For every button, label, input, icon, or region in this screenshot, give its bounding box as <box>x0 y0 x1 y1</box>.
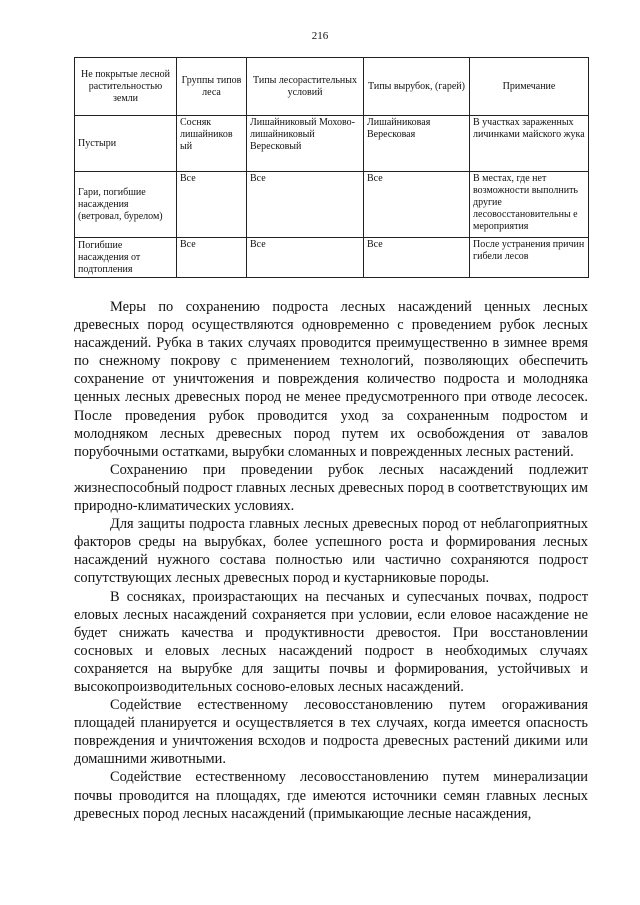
paragraph: Сохранению при проведении рубок лесных насаждений подлежит жизнеспособный подрост главных лесных древесных пород в соответствующих им природно-климатических условиях. <box>74 461 588 515</box>
header-site-conditions: Типы лесорастительных условий <box>247 58 364 116</box>
forest-types-table <box>74 57 589 278</box>
table-cell: Все <box>364 238 470 278</box>
header-clearing-type: Типы вырубок, (гарей) <box>364 58 470 116</box>
table-row <box>75 116 589 172</box>
table-row <box>75 172 589 238</box>
header-note: Примечание <box>470 58 589 116</box>
body-text <box>74 298 588 823</box>
table-cell: В местах, где нет возможности выполнить другие лесовосстановительны е мероприятия <box>470 172 589 238</box>
table-cell: Все <box>364 172 470 238</box>
table-cell: Погибшие насаждения от подтопления <box>75 238 177 278</box>
table-cell: Лишайниковая Вересковая <box>364 116 470 172</box>
paragraph: Содействие естественному лесовосстановлению путем огораживания площадей планируется и осуществляется в тех случаях, когда имеется опасность повреждения и уничтожения всходов и подроста древесных растений дикими или домашними животными. <box>74 697 588 768</box>
header-forest-type-group: Группы типов леса <box>177 58 247 116</box>
table-cell: Пустыри <box>75 116 177 172</box>
header-land-category: Не покрытые лесной растительностью земли <box>75 58 177 116</box>
table-cell: В участках зараженных личинками майского жука <box>470 116 589 172</box>
table-row <box>75 238 589 278</box>
paragraph: Меры по сохранению подроста лесных насаждений ценных лесных древесных пород осуществляются одновременно с проведением рубок лесных насаждений. Рубка в таких случаях проводится преимущественно в зимнее время по снежному покрову с применением технологий, позволяющих обеспечить сохранение от уничтожения и повреждения количество подроста и молодняка ценных лесных древесных пород не менее предусмотренного при отводе лесосек. После проведения рубок проводится уход за сохраненным подростом и молодняком лесных древесных пород путем их освобождения от завалов порубочными остатками, вырубки сломанных и поврежденных лесных растений. <box>74 299 588 460</box>
table-header-row <box>75 58 589 116</box>
table-cell: Все <box>177 238 247 278</box>
paragraph: Содействие естественному лесовосстановлению путем минерализации почвы проводится на площадях, где имеются источники семян главных лесных древесных пород лесных насаждений (примыкающие лесные насаждения, <box>74 769 588 822</box>
table-cell: Лишайниковый Мохово-лишайниковый Вересковый <box>247 116 364 172</box>
table-cell: Все <box>247 238 364 278</box>
table-cell: Гари, погибшие насаждения (ветровал, бурелом) <box>75 172 177 238</box>
paragraph: Для защиты подроста главных лесных древесных пород от неблагоприятных факторов среды на вырубках, более успешного роста и формирования лесных насаждений нужного состава полностью или частично сохраняются подрост сопутствующих лесных древесных пород и кустарниковые породы. <box>74 516 588 587</box>
table-cell: Все <box>177 172 247 238</box>
paragraph: В сосняках, произрастающих на песчаных и супесчаных почвах, подрост еловых лесных насаждений сохраняется при условии, если еловое насаждение не будет снижать качества и продуктивности древостоя. При восстановлении сосновых и еловых лесных насаждений подрост в необходимых случаях сохраняется на вырубке для защиты почвы и формирования, устойчивых и высокопроизводительных сосново-еловых лесных насаждений. <box>74 588 588 695</box>
page-number: 216 <box>311 30 329 42</box>
table-cell: Сосняк лишайников ый <box>177 116 247 172</box>
table-cell: После устранения причин гибели лесов <box>470 238 589 278</box>
table-cell: Все <box>247 172 364 238</box>
